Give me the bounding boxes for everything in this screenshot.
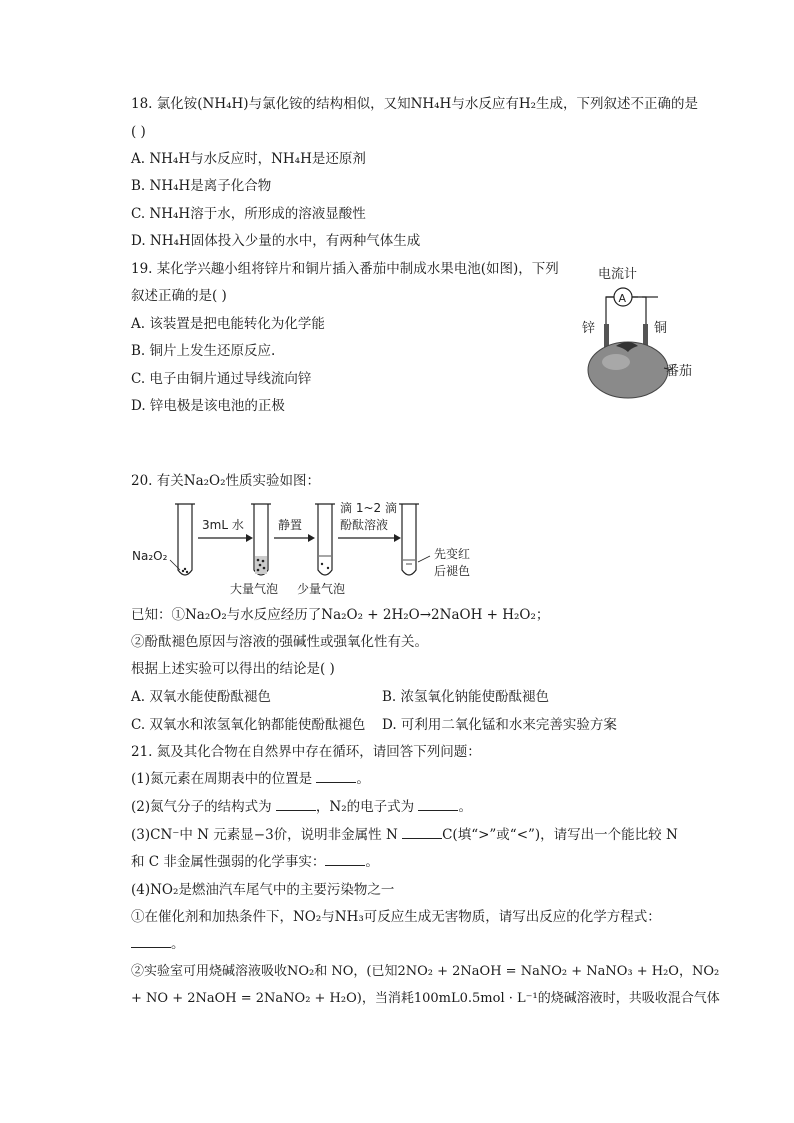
q19-stem-line2: 叙述正确的是( ) [131,288,227,304]
q19-stem-line1: 19. 某化学兴趣小组将锌片和铜片插入番茄中制成水果电池(如图)，下列 [131,261,559,277]
answer-blank[interactable] [402,826,442,839]
reagent-label: Na₂O₂ [132,549,168,563]
q20-known-1: 已知：①Na₂O₂与水反应经历了Na₂O₂ + 2H₂O→2NaOH + H₂O₂； [131,607,550,623]
q20-option-c: C. 双氧水和浓氢氧化钠都能使酚酞褪色 [131,717,366,733]
q18-option-d: D. NH₄H固体投入少量的水中，有两种气体生成 [131,233,421,249]
q21-stem: 21. 氮及其化合物在自然界中存在循环，请回答下列问题： [131,744,481,760]
q21-part4-1: ①在催化剂和加热条件下，NO₂与NH₃可反应生成无害物质，请写出反应的化学方程式： [131,909,661,925]
ammeter-label: 电流计 [598,267,638,282]
step1-label: 3mL 水 [202,518,244,532]
answer-blank[interactable] [131,935,171,948]
q21-part4-2-line1: ②实验室可用烧碱溶液吸收NO₂和 NO，(已知2NO₂ + 2NaOH = NaNO₂ + NaNO₃ + H₂O，NO₂ [131,964,720,979]
q21-part2-mid: ，N₂的电子式为 [315,799,419,815]
obs1-label: 大量气泡 [230,582,279,596]
q21-part3-text: (3)CN⁻中 N 元素显−3价，说明非金属性 N [131,827,403,843]
q18-option-c: C. NH₄H溶于水，所形成的溶液显酸性 [131,206,366,222]
obs2-label: 少量气泡 [297,582,346,596]
q21-part3-text2: 和 C 非金属性强弱的化学事实： [131,854,326,870]
q21-part1-text: (1)氮元素在周期表中的位置是 [131,771,317,787]
q20-stem: 20. 有关Na₂O₂性质实验如图： [131,473,321,489]
answer-blank[interactable] [276,798,316,811]
test-tube-1 [178,504,192,575]
q20-option-b: B. 浓氢氧化钠能使酚酞褪色 [382,689,550,705]
q21-part3-end: 。 [365,854,379,870]
na2o2-experiment-figure [130,498,490,598]
q21-part2 [131,798,472,816]
q21-part4-1-end: 。 [171,936,185,952]
answer-blank[interactable] [418,798,458,811]
q19-option-b: B. 铜片上发生还原反应. [131,343,276,359]
q20-option-d: D. 可利用二氧化锰和水来完善实验方案 [382,717,617,733]
q21-part3-line2 [131,853,379,871]
q18-option-b: B. NH₄H是离子化合物 [131,178,272,194]
step3-label-line1: 滴 1~2 滴 [340,501,397,515]
q21-part1-end: 。 [356,771,370,787]
step3-label-line2: 酚酞溶液 [340,518,389,532]
test-tube-3 [318,504,332,575]
obs3-label-line2: 后褪色 [434,564,471,578]
q19-option-c: C. 电子由铜片通过导线流向锌 [131,371,312,387]
q21-part4: (4)NO₂是燃油汽车尾气中的主要污染物之一 [131,882,395,898]
tomato-battery-figure [576,262,706,402]
answer-blank[interactable] [316,770,356,783]
q21-part3-line1 [131,826,678,844]
q18-stem: 18. 氯化铵(NH₄H)与氯化铵的结构相似，又知NH₄H与水反应有H₂生成，下列叙述不正确的是 [131,96,699,112]
q19-option-d: D. 锌电极是该电池的正极 [131,398,285,414]
ammeter-symbol: A [618,292,627,305]
copper-label: 铜 [654,321,668,336]
q21-part4-2-line2: + NO + 2NaOH = 2NaNO₂ + H₂O)，当消耗100mL0.5mol · L⁻¹的烧碱溶液时，共吸收混合气体 [131,991,720,1006]
q18-option-a: A. NH₄H与水反应时，NH₄H是还原剂 [131,151,366,167]
tomato-label: 番茄 [666,364,693,379]
q21-part3-mid: C(填“>”或“<”)，请写出一个能比较 N [442,827,678,843]
q21-part2-text: (2)氮气分子的结构式为 [131,799,276,815]
q18-paren: ( ) [131,124,146,140]
q20-option-a: A. 双氧水能使酚酞褪色 [131,689,271,705]
zinc-label: 锌 [582,321,596,336]
q21-part1 [131,770,370,788]
q20-known-2: ②酚酞褪色原因与溶液的强碱性或强氧化性有关。 [131,634,428,650]
q21-part2-end: 。 [458,799,472,815]
step2-label: 静置 [278,518,303,532]
answer-blank[interactable] [325,853,365,866]
q20-ask: 根据上述实验可以得出的结论是( ) [131,661,335,677]
obs3-label-line1: 先变红 [434,547,471,561]
q19-option-a: A. 该装置是把电能转化为化学能 [131,316,325,332]
q21-part4-1-answer [131,935,185,953]
